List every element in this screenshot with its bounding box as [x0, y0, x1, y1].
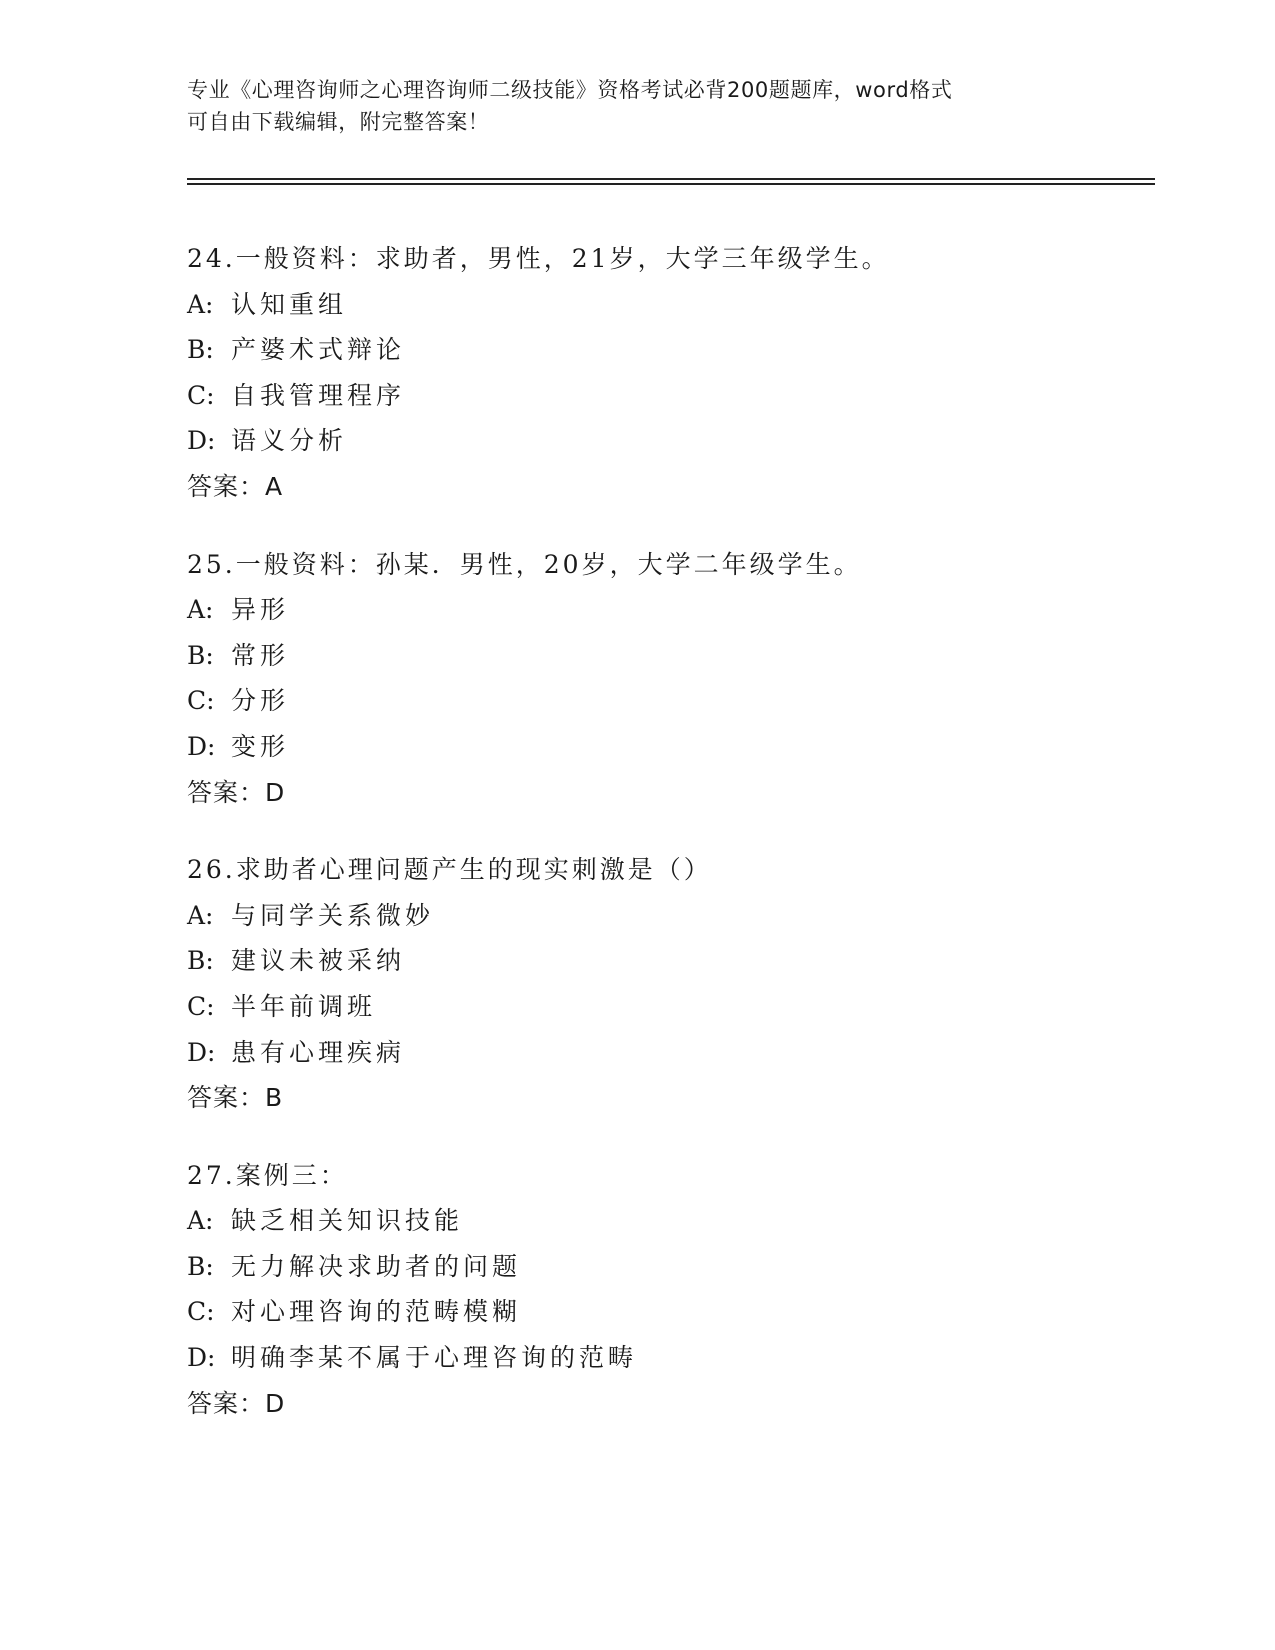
answer-line: 答案：A	[187, 471, 284, 501]
option-d	[187, 418, 1147, 464]
option-a	[187, 893, 1147, 939]
answer-line: 答案：B	[187, 1083, 284, 1113]
question-title: 27.案例三：	[187, 1160, 348, 1190]
question-title: 26.求助者心理问题产生的现实刺激是（）	[187, 855, 712, 885]
option-b	[187, 1244, 1147, 1290]
question-27	[187, 1153, 1147, 1427]
option-c	[187, 1289, 1147, 1335]
option-c	[187, 984, 1147, 1030]
option-letter: B:	[187, 946, 214, 976]
option-letter: D:	[187, 1343, 216, 1373]
option-letter: C:	[187, 380, 215, 410]
option-b	[187, 633, 1147, 679]
option-text: 自我管理程序	[231, 380, 406, 410]
option-text: 认知重组	[231, 289, 348, 319]
option-text: 变形	[231, 731, 290, 761]
option-letter: B:	[187, 335, 214, 365]
option-text: 产婆术式辩论	[231, 335, 406, 365]
option-text: 语义分析	[231, 426, 348, 456]
option-letter: A:	[187, 595, 214, 625]
option-text: 半年前调班	[231, 991, 377, 1021]
option-b	[187, 327, 1147, 373]
question-25	[187, 542, 1147, 816]
option-text: 分形	[231, 686, 290, 716]
option-text: 异形	[231, 595, 290, 625]
option-c	[187, 373, 1147, 419]
option-letter: D:	[187, 426, 216, 456]
option-letter: C:	[187, 991, 215, 1021]
option-letter: A:	[187, 1206, 214, 1236]
option-d	[187, 1030, 1147, 1076]
question-title: 24.一般资料：求助者，男性，21岁，大学三年级学生。	[187, 244, 890, 273]
option-letter: C:	[187, 1297, 215, 1327]
option-text: 对心理咨询的范畴模糊	[231, 1297, 522, 1327]
option-letter: A:	[187, 289, 214, 319]
question-list	[187, 236, 1147, 1458]
option-text: 明确李某不属于心理咨询的范畴	[231, 1343, 638, 1373]
page-header	[187, 74, 1087, 138]
header-title-line-2: 可自由下载编辑，附完整答案！	[187, 110, 490, 134]
option-letter: B:	[187, 1251, 214, 1281]
option-c	[187, 678, 1147, 724]
question-title: 25.一般资料：孙某．男性，20岁，大学二年级学生。	[187, 549, 862, 579]
option-letter: D:	[187, 1037, 216, 1067]
question-26	[187, 847, 1147, 1121]
option-b	[187, 938, 1147, 984]
option-text: 与同学关系微妙	[231, 900, 435, 930]
header-title-line-1: 专业《心理咨询师之心理咨询师二级技能》资格考试必背200题题库，word格式	[187, 78, 953, 102]
header-divider	[187, 178, 1155, 185]
option-d	[187, 724, 1147, 770]
option-text: 缺乏相关知识技能	[231, 1206, 464, 1236]
option-d	[187, 1335, 1147, 1381]
option-a	[187, 282, 1147, 328]
question-24	[187, 236, 1147, 510]
option-text: 无力解决求助者的问题	[231, 1251, 522, 1281]
answer-line: 答案：D	[187, 777, 286, 807]
answer-line: 答案：D	[187, 1388, 286, 1418]
option-letter: B:	[187, 640, 214, 670]
option-text: 常形	[231, 640, 290, 670]
option-letter: C:	[187, 686, 215, 716]
option-letter: A:	[187, 900, 214, 930]
option-a	[187, 1198, 1147, 1244]
option-text: 患有心理疾病	[231, 1037, 406, 1067]
option-text: 建议未被采纳	[231, 946, 406, 976]
option-letter: D:	[187, 731, 216, 761]
option-a	[187, 587, 1147, 633]
